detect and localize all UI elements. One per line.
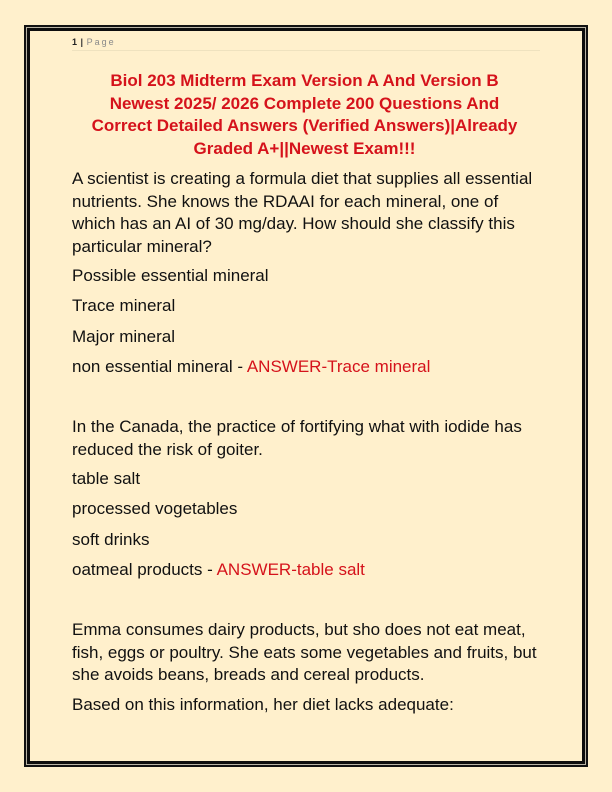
correct-answer: ANSWER-table salt	[216, 560, 365, 580]
title-line: Graded A+||Newest Exam!!!	[193, 138, 416, 158]
question-prompt: Emma consumes dairy products, but sho does not eat meat, fish, eggs or poultry. She eats some vegetables and fruits, but she avoids beans, breads and cereal products.	[72, 620, 537, 685]
answer-option: soft drinks	[72, 529, 150, 549]
option-text: non essential mineral -	[72, 356, 247, 376]
correct-answer: ANSWER-Trace mineral	[246, 356, 431, 376]
answer-option: Trace mineral	[72, 296, 176, 316]
question-prompt: In the Canada, the practice of fortifying what with iodide has reduced the risk of goiter.	[72, 417, 522, 459]
question-followup: Based on this information, her diet lacks adequate:	[72, 694, 454, 714]
spacer	[72, 589, 542, 619]
option-text: oatmeal products -	[72, 560, 217, 580]
spacer	[72, 386, 542, 416]
question-block-3	[72, 619, 542, 716]
page-number: 1	[72, 37, 78, 47]
answer-option: Possible essential mineral	[72, 266, 269, 285]
answer-option: processed vogetables	[72, 499, 238, 519]
page-header	[72, 36, 540, 51]
page-label: Page	[86, 37, 116, 47]
title-line: Newest 2025/ 2026 Complete 200 Questions And	[109, 93, 500, 113]
answer-option: table salt	[72, 469, 141, 489]
question-prompt: A scientist is creating a formula diet that supplies all essential nutrients. She knows the RDAAI for each mineral, one of which has an AI of 30 mg/day. How should she classify this particular mineral?	[72, 169, 533, 256]
document-title	[72, 70, 537, 160]
question-block-2	[72, 416, 542, 581]
answer-option-last	[72, 559, 542, 582]
question-block-1	[72, 168, 542, 378]
answer-option: Major mineral	[72, 326, 175, 346]
title-line: Correct Detailed Answers (Verified Answers)|Already	[91, 116, 518, 135]
answer-option-last	[72, 356, 542, 379]
title-line: Biol 203 Midterm Exam Version A And Version B	[110, 71, 499, 90]
document-body	[72, 70, 542, 724]
page-separator: |	[80, 37, 84, 47]
